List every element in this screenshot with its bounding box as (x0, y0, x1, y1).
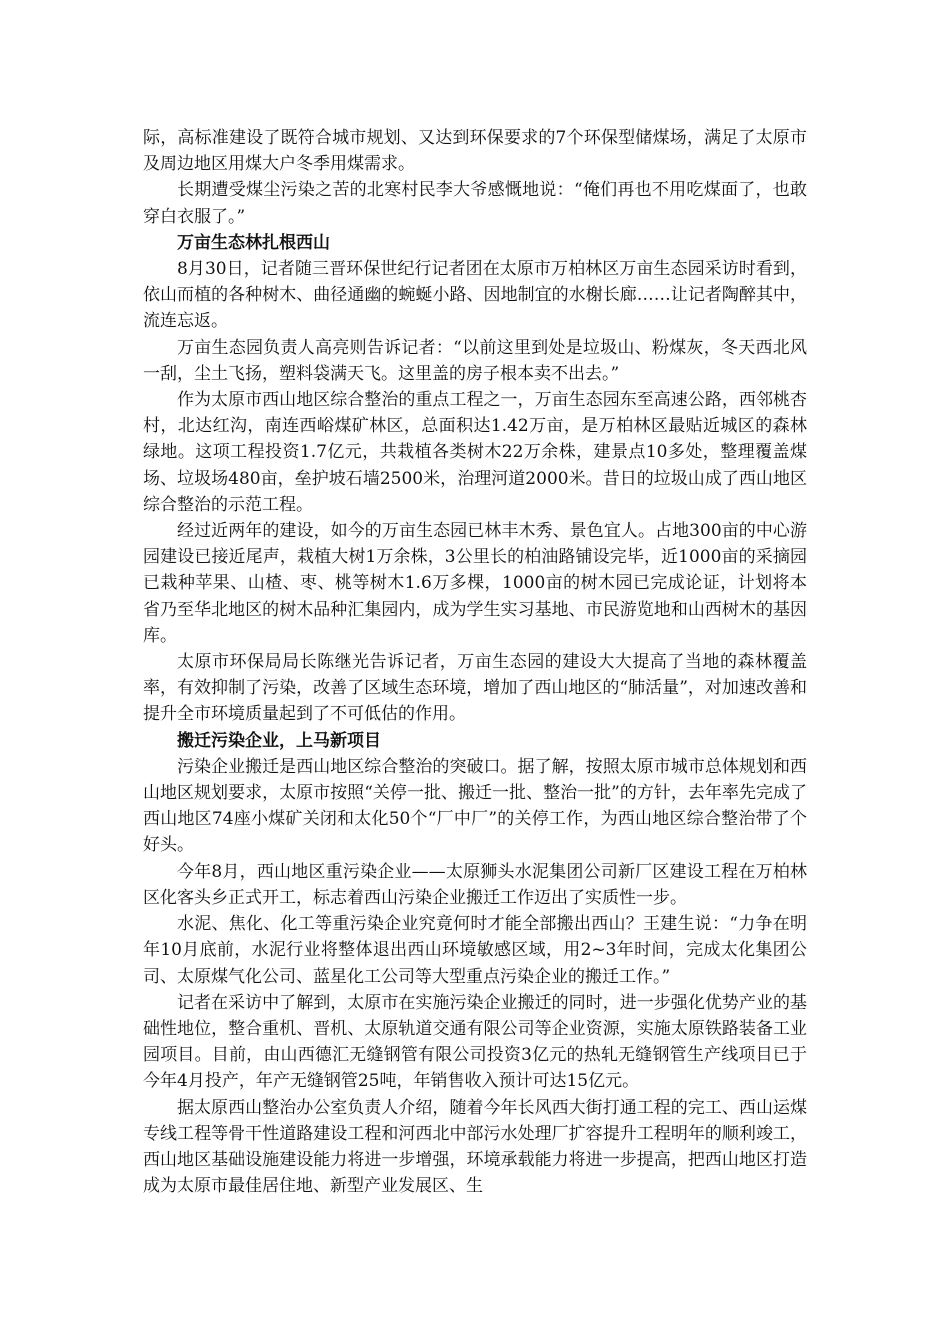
paragraph: 污染企业搬迁是西山地区综合整治的突破口。据了解，按照太原市城市总体规划和西山地区规划要求，太原市按照“关停一批、搬迁一批、整治一批”的方针，去年率先完成了西山地区74座小煤矿关闭和太化50个“厂中厂”的关停工作，为西山地区综合整治带了个好头。 (143, 756, 807, 856)
paragraph: 据太原西山整治办公室负责人介绍，随着今年长风西大街打通工程的完工、西山运煤专线工程等骨干性道路建设工程和河西北中部污水处理厂扩容提升工程明年的顺利竣工，西山地区基础设施建设能力将进一步增强，环境承载能力将进一步提高，把西山地区打造成为太原市最佳居住地、新型产业发展区、生 (143, 1097, 807, 1197)
paragraph: 长期遭受煤尘污染之苦的北寒村民李大爷感慨地说：“俺们再也不用吃煤面了，也敢穿白衣服了。” (143, 180, 807, 227)
article-body (143, 125, 807, 1199)
paragraph: 水泥、焦化、化工等重污染企业究竟何时才能全部搬出西山？王建生说：“力争在明年10月底前，水泥行业将整体退出西山环境敏感区域，用2~3年时间，完成太化集团公司、太原煤气化公司、蓝星化工公司等大型重点污染企业的搬迁工作。” (143, 914, 807, 987)
paragraph: 作为太原市西山地区综合整治的重点工程之一，万亩生态园东至高速公路，西邻桃杏村，北达红沟，南连西峪煤矿林区，总面积达1.42万亩，是万柏林区最贴近城区的森林绿地。这项工程投资1.7亿元，共栽植各类树木22万余株，建景点10多处，整理覆盖煤场、垃圾场480亩，垒护坡石墙2500米，治理河道2000米。昔日的垃圾山成了西山地区综合整治的示范工程。 (143, 390, 807, 515)
paragraph: 经过近两年的建设，如今的万亩生态园已林丰木秀、景色宜人。占地300亩的中心游园建设已接近尾声，栽植大树1万余株，3公里长的柏油路铺设完毕，近1000亩的采摘园已栽种苹果、山楂、枣、桃等树木1.6万多棵，1000亩的树木园已完成论证，计划将本省乃至华北地区的树木品种汇集园内，成为学生实习基地、市民游览地和山西树木的基因库。 (143, 521, 807, 646)
paragraph: 8月30日，记者随三晋环保世纪行记者团在太原市万柏林区万亩生态园采访时看到，依山而植的各种树木、曲径通幽的蜿蜒小路、因地制宜的水榭长廊……让记者陶醉其中，流连忘返。 (143, 259, 807, 332)
section-heading: 万亩生态林扎根西山 (177, 232, 330, 253)
paragraph: 记者在采访中了解到，太原市在实施污染企业搬迁的同时，进一步强化优势产业的基础性地位，整合重机、晋机、太原轨道交通有限公司等企业资源，实施太原铁路装备工业园项目。目前，由山西德汇无缝钢管有限公司投资3亿元的热轧无缝钢管生产线项目已于今年4月投产，年产无缝钢管25吨，年销售收入预计可达15亿元。 (143, 992, 807, 1092)
paragraph: 万亩生态园负责人高亮则告诉记者：“以前这里到处是垃圾山、粉煤灰，冬天西北风一刮，尘土飞扬，塑料袋满天飞。这里盖的房子根本卖不出去。” (143, 337, 807, 384)
paragraph: 今年8月，西山地区重污染企业——太原狮头水泥集团公司新厂区建设工程在万柏林区化客头乡正式开工，标志着西山污染企业搬迁工作迈出了实质性一步。 (143, 861, 807, 908)
paragraph: 际，高标准建设了既符合城市规划、又达到环保要求的7个环保型储煤场，满足了太原市及周边地区用煤大户冬季用煤需求。 (143, 128, 807, 175)
section-heading: 搬迁污染企业，上马新项目 (177, 730, 381, 751)
paragraph: 太原市环保局局长陈继光告诉记者，万亩生态园的建设大大提高了当地的森林覆盖率，有效抑制了污染，改善了区域生态环境，增加了西山地区的“肺活量”，对加速改善和提升全市环境质量起到了不可低估的作用。 (143, 652, 807, 725)
